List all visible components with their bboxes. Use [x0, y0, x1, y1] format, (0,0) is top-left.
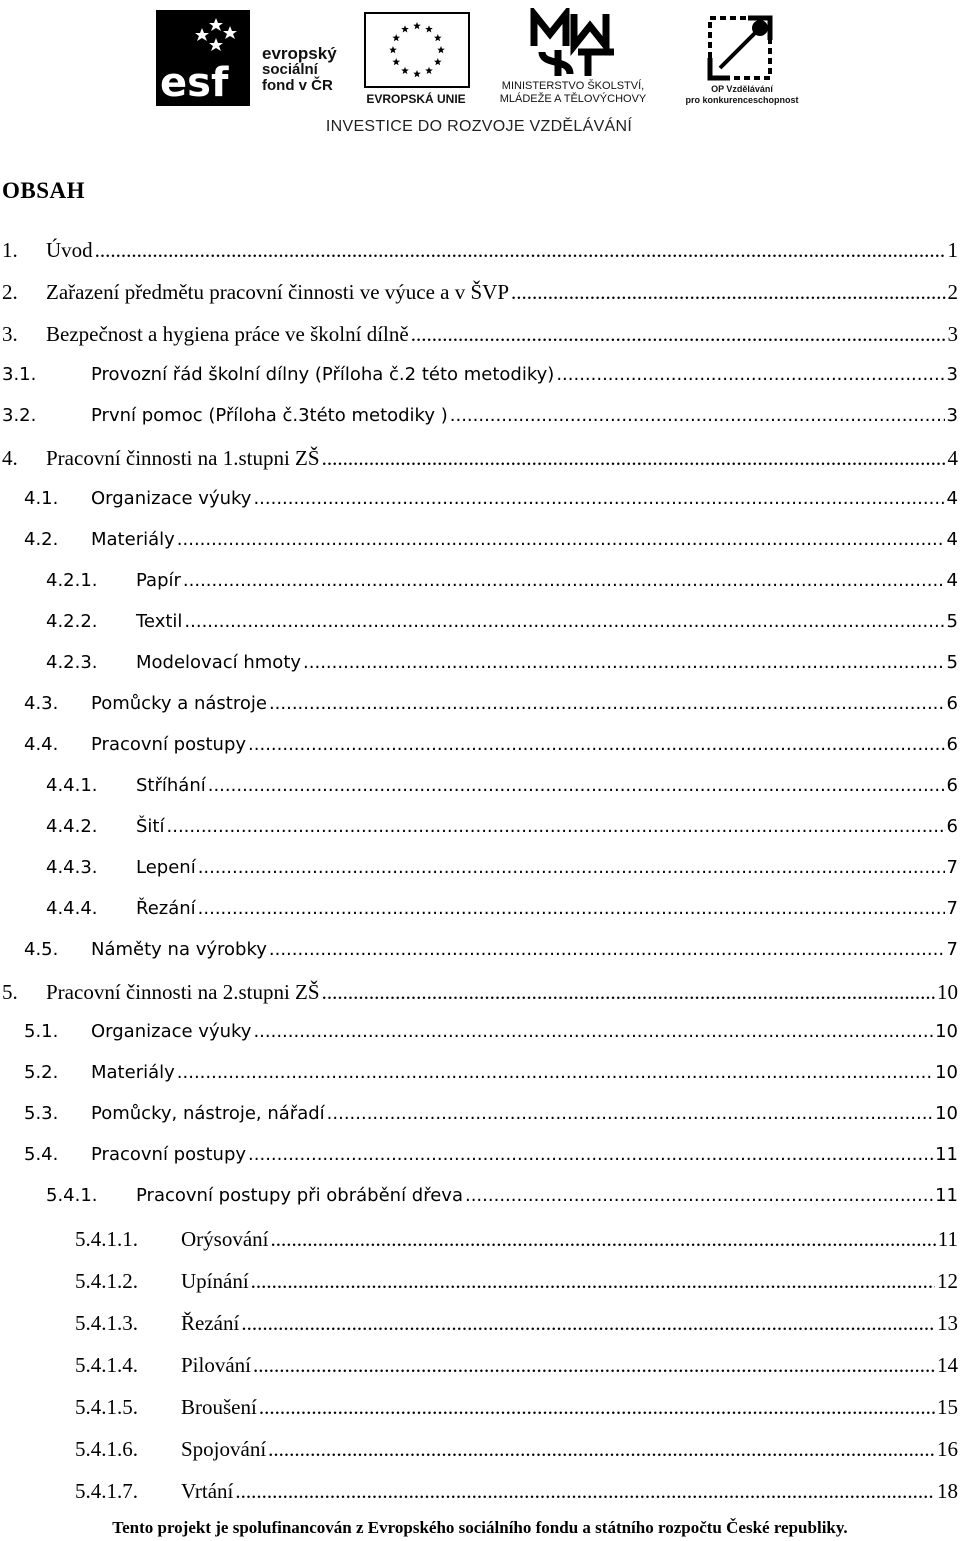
toc-entry[interactable]: [46, 857, 958, 887]
eu-star-icon: [392, 58, 400, 65]
toc-dot-leader: [248, 1144, 933, 1165]
toc-dot-leader: [235, 1479, 935, 1504]
toc-dot-leader: [177, 1062, 933, 1083]
toc-entry-number: 4.1.: [24, 488, 59, 509]
toc-entry-page: 2: [947, 280, 958, 304]
toc-dot-leader: [556, 364, 944, 385]
toc-entry-title: Pracovní postupy při obrábění dřeva: [136, 1185, 463, 1206]
toc-entry-page: 3: [946, 405, 958, 426]
toc-entry-title: Pracovní činnosti na 1.stupni ZŠ: [46, 446, 320, 470]
toc-entry-page: 7: [946, 898, 958, 919]
toc-dot-leader: [322, 980, 935, 1005]
toc-entry-page: 6: [946, 816, 958, 837]
toc-entry-number: 4.4.3.: [46, 857, 98, 878]
toc-entry[interactable]: [46, 816, 958, 846]
toc-entry-title: Provozní řád školní dílny (Příloha č.2 této metodiky): [91, 364, 555, 385]
toc-entry-number: 4.2.1.: [46, 570, 98, 591]
toc-entry[interactable]: [2, 446, 958, 476]
toc-entry-page: 18: [937, 1479, 958, 1503]
toc-entry-number: 5.4.1.6.: [75, 1437, 138, 1461]
toc-entry[interactable]: [75, 1479, 958, 1509]
eu-star-icon: [401, 25, 409, 32]
eu-star-icon: [425, 67, 433, 74]
op-logo-icon: [702, 10, 778, 82]
toc-entry-title: Materiály: [91, 1062, 175, 1083]
msmt-line2: MLÁDEŽE A TĚLOVÝCHOVY: [499, 93, 647, 105]
op-caption: [672, 84, 812, 106]
toc-dot-leader: [411, 322, 946, 347]
toc-entry-number: 4.2.2.: [46, 611, 98, 632]
toc-entry-title: Lepení: [136, 857, 196, 878]
esf-line3: fond v ČR: [262, 77, 333, 94]
eu-star-icon: [434, 58, 442, 65]
toc-entry-number: 5.4.1.7.: [75, 1479, 138, 1503]
toc-entry[interactable]: [46, 611, 958, 641]
toc-entry[interactable]: [46, 652, 958, 682]
toc-entry-title: Broušení: [181, 1395, 257, 1419]
eu-star-icon: [413, 70, 421, 77]
toc-entry-title: Šití: [136, 816, 165, 837]
toc-entry-page: 11: [937, 1227, 958, 1251]
toc-dot-leader: [95, 238, 946, 263]
toc-entry-title: Textil: [136, 611, 183, 632]
toc-entry[interactable]: [24, 529, 958, 559]
toc-entry[interactable]: [2, 980, 958, 1010]
toc-entry[interactable]: [2, 322, 958, 352]
toc-entry-title: Stříhání: [136, 775, 206, 796]
toc-entry-title: Úvod: [46, 238, 93, 262]
toc-entry-number: 4.4.2.: [46, 816, 98, 837]
esf-logo-text: [262, 46, 337, 94]
toc-entry[interactable]: [46, 898, 958, 928]
toc-entry-title: Řezání: [181, 1311, 240, 1335]
toc-dot-leader: [248, 734, 945, 755]
toc-entry-page: 11: [935, 1144, 958, 1165]
toc-entry-number: 5.4.1.2.: [75, 1269, 138, 1293]
toc-dot-leader: [183, 570, 945, 591]
toc-dot-leader: [269, 939, 945, 960]
toc-dot-leader: [251, 1269, 935, 1294]
eu-star-icon: [437, 46, 445, 53]
eu-caption: EVROPSKÁ UNIE: [366, 92, 466, 106]
toc-entry[interactable]: [24, 1103, 958, 1133]
toc-dot-leader: [271, 1227, 936, 1252]
eu-star-icon: [389, 46, 397, 53]
esf-line2: sociální: [262, 61, 318, 78]
eu-star-icon: [413, 22, 421, 29]
toc-entry-page: 14: [937, 1353, 958, 1377]
toc-entry-page: 5: [946, 652, 958, 673]
toc-entry-title: Orýsování: [181, 1227, 269, 1251]
eu-star-icon: [392, 34, 400, 41]
toc-entry-title: Vrtání: [181, 1479, 234, 1503]
toc-entry-page: 4: [946, 570, 958, 591]
toc-entry-page: 15: [937, 1395, 958, 1419]
toc-entry-title: Organizace výuky: [91, 488, 252, 509]
toc-dot-leader: [465, 1185, 933, 1206]
eu-flag-icon: [364, 12, 470, 88]
toc-entry-title: Pomůcky a nástroje: [91, 693, 267, 714]
toc-entry-number: 3.: [2, 322, 18, 346]
toc-entry-page: 4: [946, 488, 958, 509]
toc-entry-number: 5.4.1.5.: [75, 1395, 138, 1419]
toc-entry-number: 4.3.: [24, 693, 59, 714]
toc-entry[interactable]: [24, 1021, 958, 1051]
toc-entry-number: 5.2.: [24, 1062, 59, 1083]
toc-entry[interactable]: [2, 238, 958, 268]
toc-entry-number: 4.2.: [24, 529, 59, 550]
toc-entry[interactable]: [75, 1227, 958, 1257]
toc-heading: OBSAH: [2, 178, 86, 203]
toc-entry-title: Náměty na výrobky: [91, 939, 267, 960]
toc-entry-number: 4.4.4.: [46, 898, 98, 919]
toc-entry-page: 6: [946, 775, 958, 796]
toc-entry-title: Bezpečnost a hygiena práce ve školní dílně: [46, 322, 409, 346]
toc-entry-page: 10: [935, 1062, 958, 1083]
toc-entry[interactable]: [24, 693, 958, 723]
toc-dot-leader: [450, 405, 945, 426]
toc-dot-leader: [511, 280, 945, 305]
toc-entry-page: 7: [946, 939, 958, 960]
toc-entry[interactable]: [46, 570, 958, 600]
toc-dot-leader: [177, 529, 945, 550]
toc-entry-number: 4.4.1.: [46, 775, 98, 796]
toc-entry-number: 4.5.: [24, 939, 59, 960]
toc-entry-title: Materiály: [91, 529, 175, 550]
toc-entry-page: 6: [946, 734, 958, 755]
eu-star-icon: [425, 25, 433, 32]
toc-entry-page: 5: [946, 611, 958, 632]
toc-entry[interactable]: [24, 488, 958, 518]
toc-entry-title: Pracovní činnosti na 2.stupni ZŠ: [46, 980, 320, 1004]
toc-entry-page: 3: [946, 364, 958, 385]
toc-entry[interactable]: [2, 364, 958, 394]
toc-entry-page: 12: [937, 1269, 958, 1293]
toc-dot-leader: [269, 693, 945, 714]
toc-entry[interactable]: [2, 405, 958, 435]
toc-entry[interactable]: [24, 939, 958, 969]
toc-entry[interactable]: [75, 1269, 958, 1299]
toc-dot-leader: [208, 775, 945, 796]
toc-dot-leader: [253, 1021, 933, 1042]
toc-entry[interactable]: [46, 775, 958, 805]
toc-dot-leader: [167, 816, 945, 837]
toc-entry-page: 4: [947, 446, 958, 470]
esf-logo: [156, 10, 250, 106]
toc-entry-number: 5.1.: [24, 1021, 59, 1042]
toc-entry-title: Papír: [136, 570, 181, 591]
eu-star-icon: [434, 34, 442, 41]
toc-entry-title: První pomoc (Příloha č.3této metodiky ): [91, 405, 448, 426]
esf-mark-text: esf: [160, 60, 229, 106]
toc-entry[interactable]: [75, 1437, 958, 1467]
toc-entry[interactable]: [24, 1144, 958, 1174]
msmt-caption: [478, 80, 668, 106]
toc-entry-page: 11: [935, 1185, 958, 1206]
footer-note: Tento projekt je spolufinancován z Evropského sociálního fondu a státního rozpočtu České republiky.: [112, 1518, 848, 1537]
toc-entry-page: 10: [935, 1103, 958, 1124]
toc-entry-page: 10: [937, 980, 958, 1004]
logo-banner: [142, 0, 816, 146]
toc-dot-leader: [268, 1437, 935, 1462]
toc-entry-title: Organizace výuky: [91, 1021, 252, 1042]
toc-dot-leader: [241, 1311, 935, 1336]
toc-dot-leader: [198, 857, 945, 878]
toc-entry-page: 13: [937, 1311, 958, 1335]
toc-entry[interactable]: [75, 1311, 958, 1341]
toc-entry-number: 5.4.1.: [46, 1185, 98, 1206]
eu-star-icon: [401, 67, 409, 74]
investice-slogan: INVESTICE DO ROZVOJE VZDĚLÁVÁNÍ: [325, 118, 633, 135]
toc-entry-page: 16: [937, 1437, 958, 1461]
toc-entry[interactable]: [75, 1353, 958, 1383]
toc-entry-number: 4.: [2, 446, 18, 470]
toc-entry-number: 5.3.: [24, 1103, 59, 1124]
toc-dot-leader: [327, 1103, 933, 1124]
toc-dot-leader: [322, 446, 946, 471]
toc-entry-title: Modelovací hmoty: [136, 652, 302, 673]
toc-entry[interactable]: [46, 1185, 958, 1215]
esf-line1: evropský: [262, 44, 337, 63]
toc-dot-leader: [253, 1353, 935, 1378]
toc-entry-number: 5.4.1.1.: [75, 1227, 138, 1251]
msmt-logo-icon: [528, 8, 618, 80]
toc-dot-leader: [184, 611, 944, 632]
toc-dot-leader: [253, 488, 944, 509]
toc-entry-title: Upínání: [181, 1269, 249, 1293]
toc-entry[interactable]: [24, 734, 958, 764]
toc-entry-number: 3.1.: [2, 364, 37, 385]
toc-entry[interactable]: [24, 1062, 958, 1092]
toc-entry-number: 3.2.: [2, 405, 37, 426]
toc-dot-leader: [198, 898, 945, 919]
toc-entry-number: 4.2.3.: [46, 652, 98, 673]
toc-entry-page: 7: [946, 857, 958, 878]
toc-entry-title: Pracovní postupy: [91, 1144, 247, 1165]
toc-entry-title: Zařazení předmětu pracovní činnosti ve výuce a v ŠVP: [46, 280, 510, 304]
toc-entry[interactable]: [2, 280, 958, 310]
toc-entry-number: 5.4.1.4.: [75, 1353, 138, 1377]
toc-entry-number: 2.: [2, 280, 18, 304]
toc-entry-title: Spojování: [181, 1437, 267, 1461]
toc-entry-page: 6: [946, 693, 958, 714]
toc-entry-title: Pilování: [181, 1353, 252, 1377]
op-line1: OP Vzdělávání: [711, 84, 773, 94]
toc-entry-page: 4: [946, 529, 958, 550]
toc-entry-number: 5.: [2, 980, 18, 1004]
toc-entry-title: Pomůcky, nástroje, nářadí: [91, 1103, 325, 1124]
msmt-line1: MINISTERSTVO ŠKOLSTVÍ,: [501, 80, 645, 92]
op-line2: pro konkurenceschopnost: [685, 95, 799, 105]
toc-entry-number: 1.: [2, 238, 18, 262]
toc-entry-number: 5.4.1.3.: [75, 1311, 138, 1335]
toc-entry-number: 4.4.: [24, 734, 59, 755]
toc-entry-number: 5.4.: [24, 1144, 59, 1165]
toc-dot-leader: [303, 652, 945, 673]
toc-entry-page: 1: [947, 238, 958, 262]
toc-dot-leader: [259, 1395, 935, 1420]
toc-entry-page: 10: [935, 1021, 958, 1042]
toc-entry-page: 3: [947, 322, 958, 346]
toc-entry-title: Pracovní postupy: [91, 734, 247, 755]
toc-entry[interactable]: [75, 1395, 958, 1425]
toc-entry-title: Řezání: [136, 898, 196, 919]
